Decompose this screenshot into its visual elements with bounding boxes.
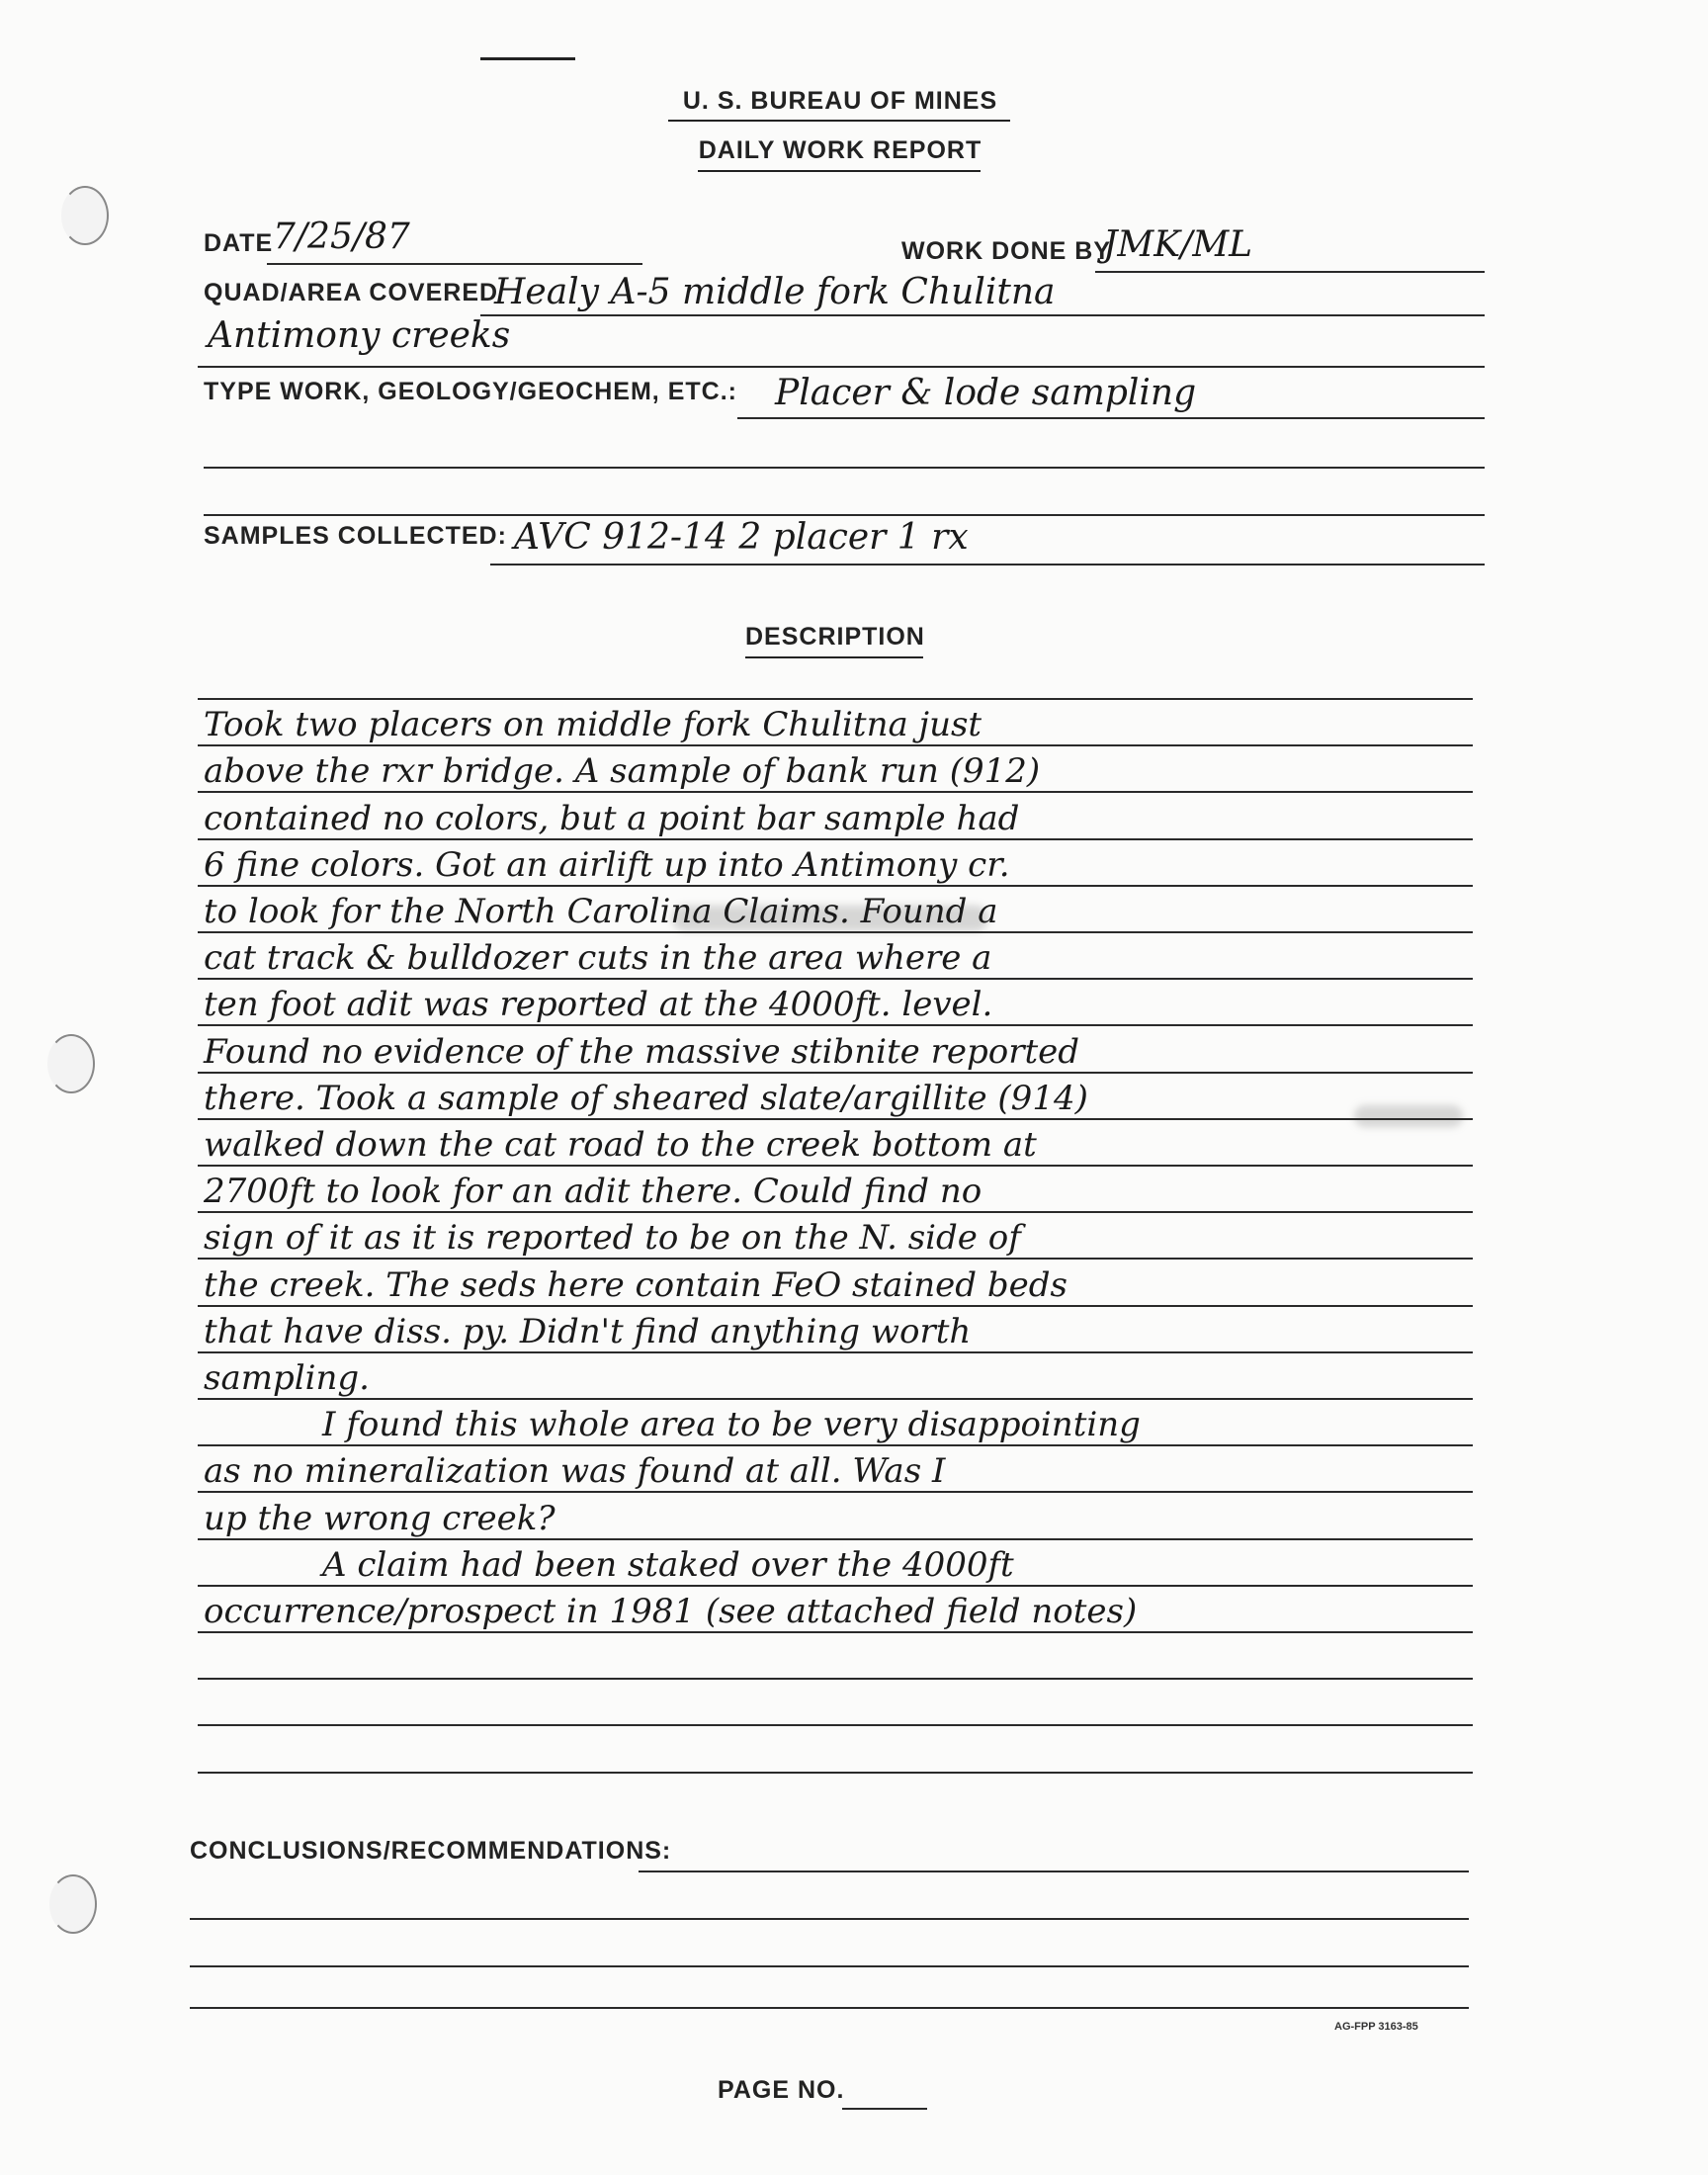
description-line: 6 fine colors. Got an airlift up into Antimony cr. xyxy=(204,844,1010,885)
description-line: A claim had been staked over the 4000ft xyxy=(322,1544,1014,1585)
type-work-label: TYPE WORK, GEOLOGY/GEOCHEM, ETC.: xyxy=(204,378,737,405)
samples-value: AVC 912-14 2 placer 1 rx xyxy=(514,517,969,558)
description-rule xyxy=(198,698,1473,700)
quad-label: QUAD/AREA COVERED xyxy=(204,279,499,306)
description-rule xyxy=(198,1398,1473,1400)
description-line: sampling. xyxy=(204,1358,370,1398)
description-line: ten foot adit was reported at the 4000ft. level. xyxy=(204,985,993,1025)
report-title: DAILY WORK REPORT xyxy=(698,136,982,164)
conclusions-line-1 xyxy=(639,1870,1469,1872)
description-line: to look for the North Carolina Claims. Found a xyxy=(204,892,998,931)
work-done-by-label: WORK DONE BY xyxy=(901,237,1111,265)
description-line: up the wrong creek? xyxy=(204,1498,555,1538)
samples-label: SAMPLES COLLECTED: xyxy=(204,522,507,550)
date-label: DATE xyxy=(204,229,274,257)
description-line: occurrence/prospect in 1981 (see attached field notes) xyxy=(204,1592,1138,1631)
description-heading-underline xyxy=(745,656,923,658)
report-title-underline xyxy=(698,170,981,172)
page-number-line xyxy=(842,2108,927,2110)
description-line: Took two placers on middle fork Chulitna just xyxy=(204,705,982,745)
date-value: 7/25/87 xyxy=(273,217,410,257)
agency-title-underline xyxy=(668,120,1010,122)
form-code: AG-FPP 3163-85 xyxy=(1334,2021,1418,2033)
description-rule xyxy=(198,1724,1473,1726)
conclusions-line-3 xyxy=(190,1965,1469,1967)
description-line: sign of it as it is reported to be on the N. side of xyxy=(204,1218,1021,1259)
page-number-label: PAGE NO. xyxy=(718,2076,845,2104)
binder-hole-top xyxy=(61,186,109,245)
quad-line xyxy=(480,314,1485,316)
binder-hole-middle xyxy=(47,1034,95,1093)
description-line: cat track & bulldozer cuts in the area where a xyxy=(204,938,992,979)
smudge-mark-2 xyxy=(1354,1105,1463,1127)
description-line: 2700ft to look for an adit there. Could find no xyxy=(204,1172,982,1212)
quad-value-line2: Antimony creeks xyxy=(208,315,511,356)
conclusions-label: CONCLUSIONS/RECOMMENDATIONS: xyxy=(190,1837,672,1865)
agency-title: U. S. BUREAU OF MINES xyxy=(682,87,998,115)
quad-value: Healy A-5 middle fork Chulitna xyxy=(494,272,1056,312)
description-line: I found this whole area to be very disappointing xyxy=(322,1405,1141,1445)
top-dash xyxy=(480,57,575,60)
conclusions-line-2 xyxy=(190,1918,1469,1920)
description-line: contained no colors, but a point bar sample had xyxy=(204,798,1020,838)
description-line: above the rxr bridge. A sample of bank run (912) xyxy=(204,751,1041,792)
description-line: as no mineralization was found at all. Was I xyxy=(204,1451,946,1492)
description-rule xyxy=(198,1772,1473,1774)
work-done-by-line xyxy=(1095,271,1485,273)
description-line: the creek. The seds here contain FeO stained beds xyxy=(204,1264,1068,1305)
binder-hole-bottom xyxy=(49,1874,97,1934)
description-heading: DESCRIPTION xyxy=(745,623,925,651)
description-line: there. Took a sample of sheared slate/argillite (914) xyxy=(204,1078,1088,1118)
quad-line-2 xyxy=(198,366,1485,368)
type-work-value: Placer & lode sampling xyxy=(775,373,1197,413)
description-rule xyxy=(198,1678,1473,1680)
description-line: walked down the cat road to the creek bottom at xyxy=(204,1125,1037,1165)
type-work-line xyxy=(737,417,1485,419)
conclusions-line-4 xyxy=(190,2007,1469,2009)
date-line xyxy=(267,263,642,265)
description-line: that have diss. py. Didn't find anything worth xyxy=(204,1311,972,1351)
type-work-line-2 xyxy=(204,467,1485,469)
description-line: Found no evidence of the massive stibnite reported xyxy=(204,1031,1079,1072)
work-done-by-value: JMK/ML xyxy=(1103,224,1253,265)
samples-line xyxy=(490,564,1485,566)
